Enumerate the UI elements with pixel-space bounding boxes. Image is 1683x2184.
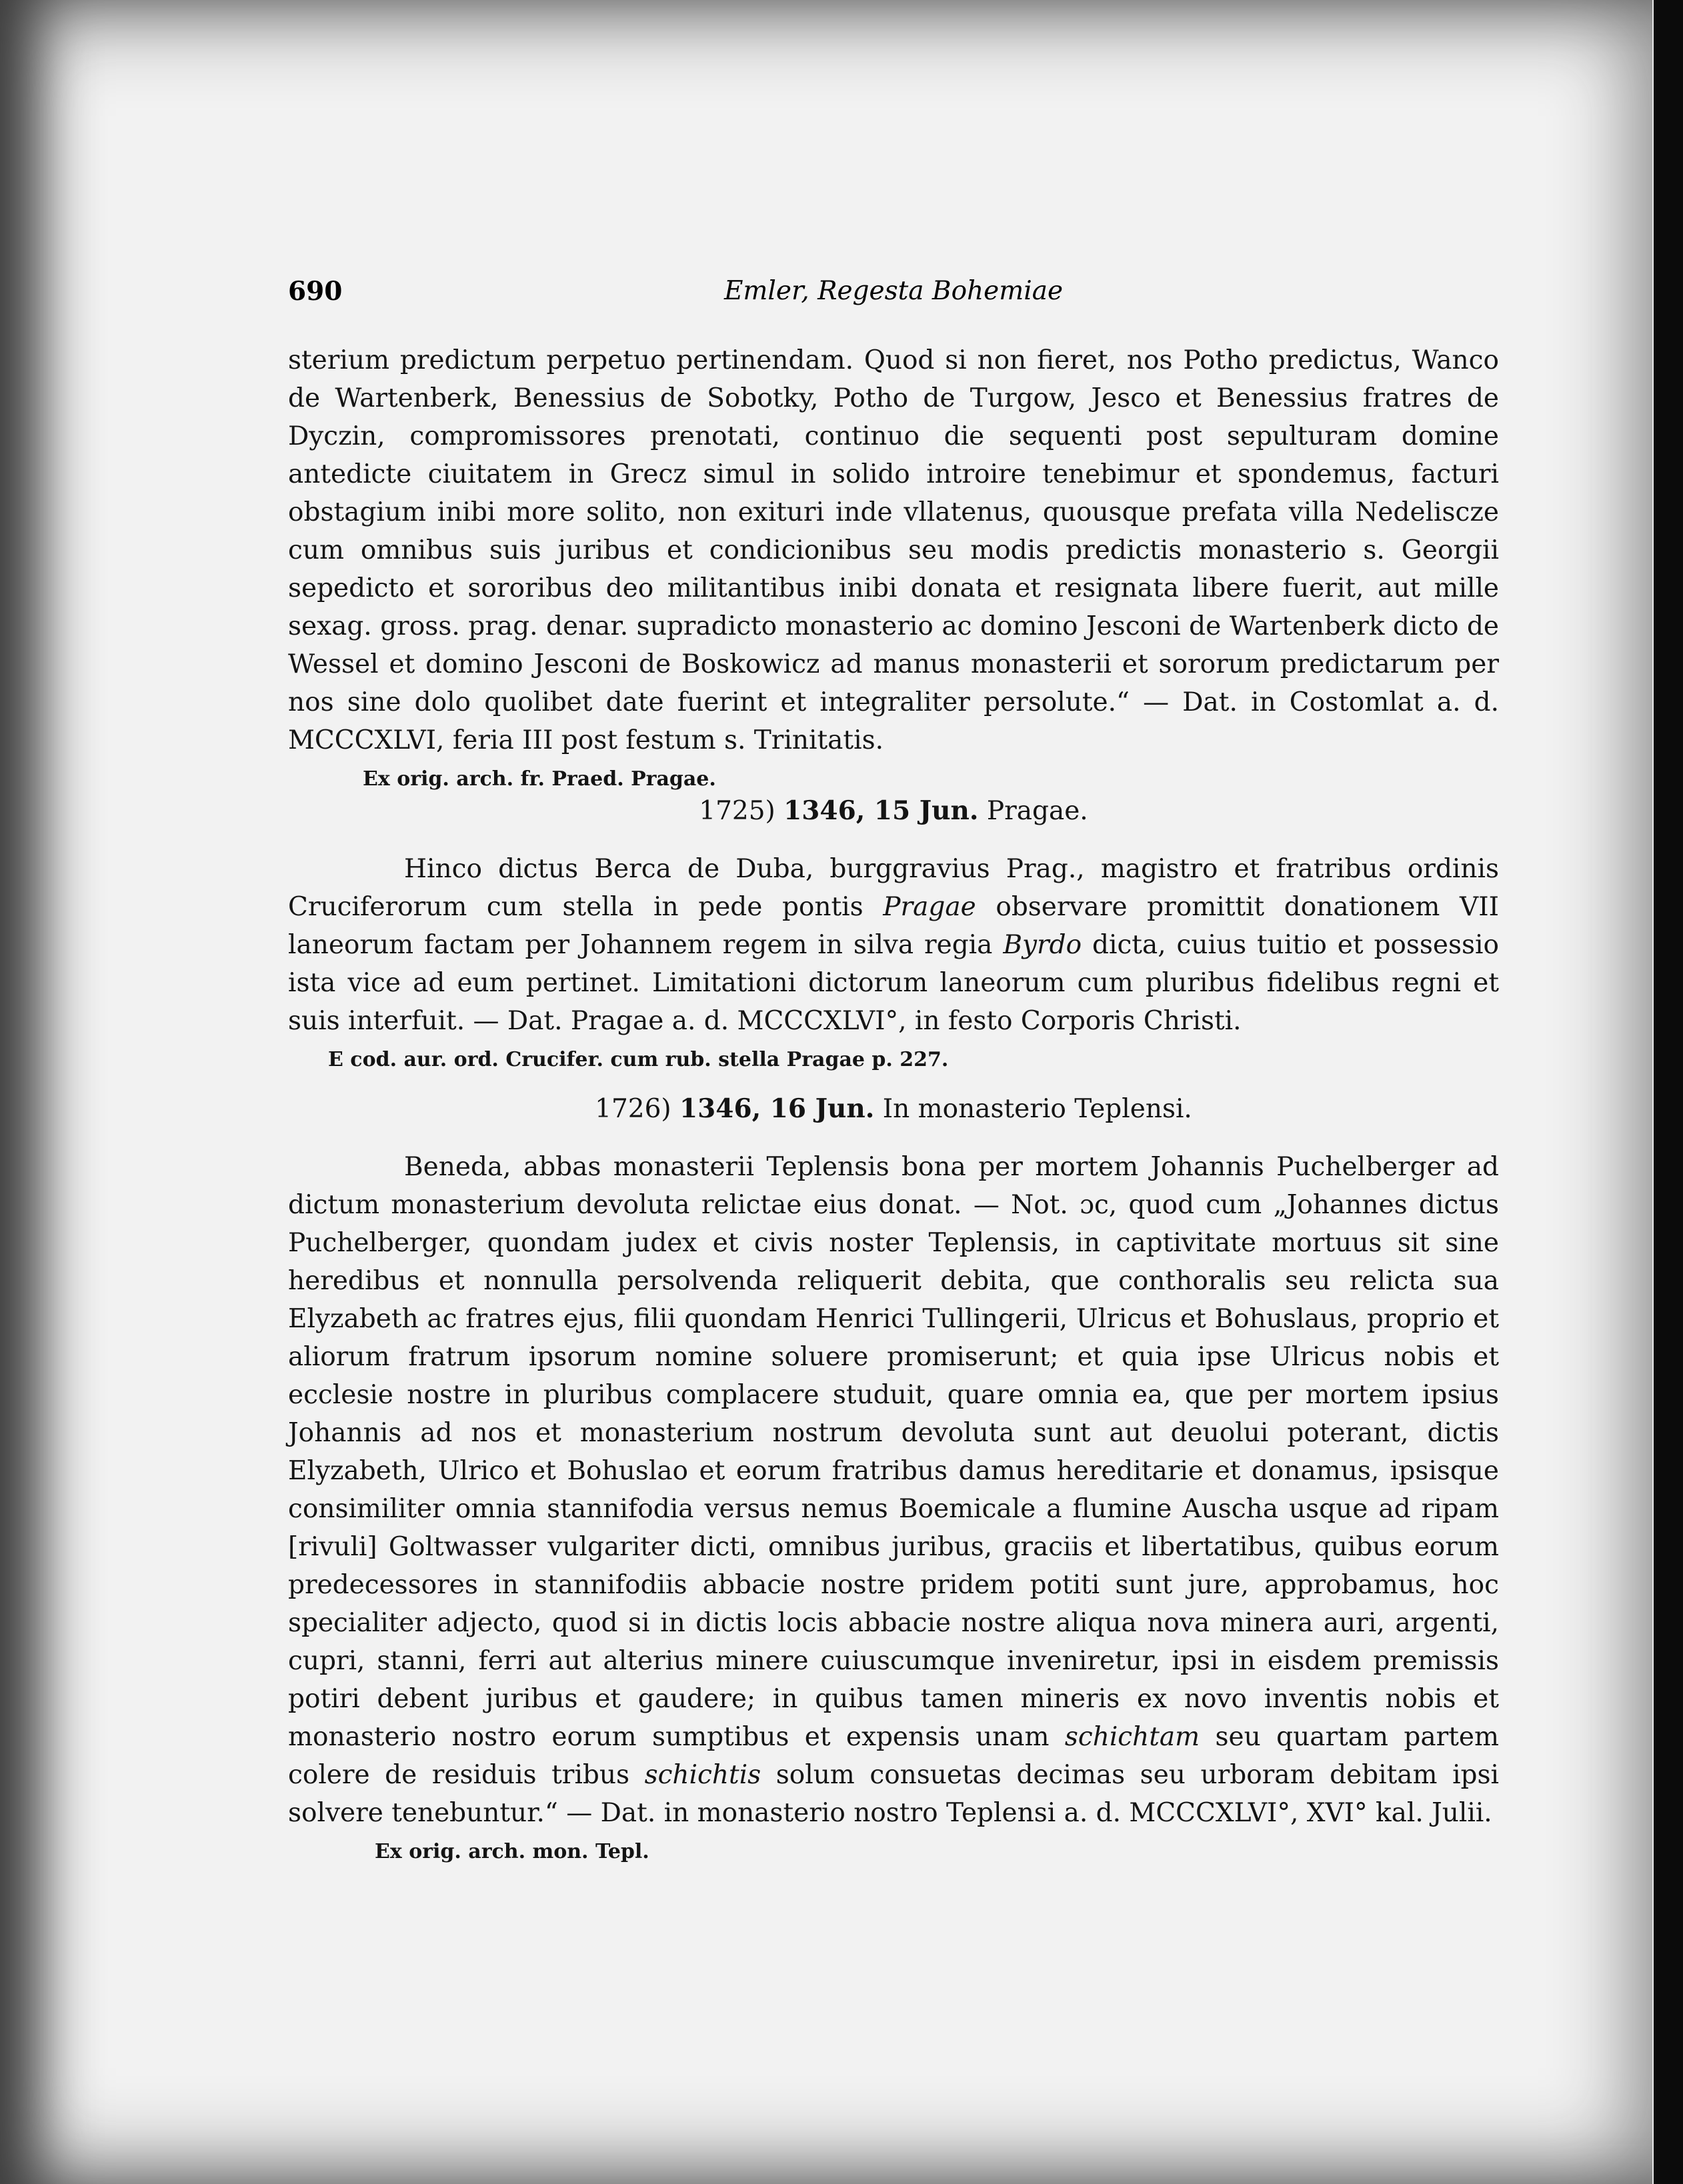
entry-text-part: Hinco dictus Berca de Duba, burggravius Prag., magistro et fratribus ordinis Cruciferorum cum stella in pede pontis (288, 854, 1499, 922)
entry-date: 1346, 15 Jun. (783, 795, 979, 826)
entry-heading (288, 792, 1499, 830)
continuation-text: sterium predictum perpetuo pertinendam. Quod si non fieret, nos Potho predictus, Wanco de Wartenberk, Benessius de Sobotky, Potho de Turgow, Jesco et Benessius fratres de Dyczin, compromissores prenotati, continuo die sequenti post sepulturam domine antedicte ciuitatem in Grecz simul in solido introire tenebimur et spondemus, facturi obstagium inibi more solito, non exituri inde vllatenus, quousque prefata villa Nedeliscze cum omnibus suis juribus et condicionibus seu modis predictis monasterio s. Georgii sepedicto et sororibus deo militantibus inibi donata et resignata libere fuerit, aut mille sexag. gross. prag. denar. supradicto monasterio ac domino Jesconi de Wartenberk dicto de Wessel et domino Jesconi de Boskowicz ad manus monasterii et sororum predictarum per nos sine dolo quolibet date fuerint et integraliter persolute.“ — Dat. in Costomlat a. d. MCCCXLVI, feria III post festum s. Trinitatis. (288, 345, 1499, 755)
entry-text-part: observare promittit donationem VII laneorum factam per Johannem regem in silva regia (288, 892, 1500, 960)
entry-place: In monasterio Teplensi. (882, 1094, 1192, 1124)
entry-1725 (288, 792, 1499, 1073)
entry-text-part: solum consuetas decimas seu urboram debitam ipsi solvere tenebuntur.“ — Dat. in monasterio nostro Teplensi a. d. MCCCXLVI°, XVI° kal. Julii. (288, 1760, 1499, 1828)
entry-text-part: seu quartam partem colere de residuis tribus (288, 1722, 1499, 1790)
running-title: Emler, Regesta Bohemiae (723, 276, 1064, 306)
source-note: Ex orig. arch. fr. Praed. Pragae. (363, 767, 716, 791)
source-note: E cod. aur. ord. Crucifer. cum rub. stella Pragae p. 227. (328, 1048, 949, 1071)
entry-heading (288, 1090, 1499, 1128)
entry-1726 (288, 1090, 1499, 1865)
page-number: 690 (288, 276, 343, 307)
entry-place: Pragae. (986, 796, 1088, 826)
entry-date: 1346, 16 Jun. (679, 1093, 875, 1124)
source-note: Ex orig. arch. mon. Tepl. (375, 1840, 649, 1863)
entry-text-italic: Pragae (883, 892, 976, 922)
entry-text (288, 850, 1499, 1040)
entry-text-italic: schichtam (1064, 1722, 1200, 1752)
continuation-block (288, 341, 1499, 793)
page-header (288, 276, 1499, 316)
entry-text-italic: Byrdo (1003, 930, 1082, 960)
entry-text-italic: schichtis (644, 1760, 761, 1790)
entry-text-part: dicta, cuius tuitio et possessio ista vice ad eum pertinet. Limitationi dictorum laneorum cum pluribus fidelibus regni et suis interfuit. — Dat. Pragae a. d. MCCCXLVI°, in festo Corporis Christi. (288, 930, 1499, 1036)
entry-text (288, 1148, 1499, 1832)
scan-border-dark (1654, 0, 1683, 2184)
entry-number: 1725) (699, 796, 775, 826)
entry-text-part: Beneda, abbas monasterii Teplensis bona per mortem Johannis Puchelberger ad dictum monasterium devoluta relictae eius donat. — Not. ɔc, quod cum „Johannes dictus Puchelberger, quondam judex et civis noster Teplensis, in captivitate mortuus sit sine heredibus et nonnulla persolvenda reliquerit debita, que conthoralis seu relicta sua Elyzabeth ac fratres ejus, filii quondam Henrici Tullingerii, Ulricus et Bohuslaus, proprio et aliorum fratrum ipsorum nomine soluere promiserunt; et quia ipse Ulricus nobis et ecclesie nostre in pluribus complacere studuit, quare omnia ea, que per mortem ipsius Johannis ad nos et monasterium nostrum devoluta sunt aut deuolui poterant, dictis Elyzabeth, Ulrico et Bohuslao et eorum fratribus damus hereditarie et donamus, ipsisque consimiliter omnia stannifodia versus nemus Boemicale a flumine Auscha usque ad ripam [rivuli] Goltwasser vulgariter dicti, omnibus juribus, graciis et libertatibus, quibus eorum predecessores in stannifodiis abbacie nostre pridem potiti sunt jure, approbamus, hoc specialiter adjecto, quod si in dictis locis abbacie nostre aliqua nova minera auri, argenti, cupri, stanni, ferri aut alterius minere cuiuscumque inveniretur, ipsi in eisdem premissis potiri debent juribus et gaudere; in quibus tamen mineris ex novo inventis nobis et monasterio nostro eorum sumptibus et expensis unam (288, 1152, 1499, 1752)
entry-number: 1726) (595, 1094, 671, 1124)
